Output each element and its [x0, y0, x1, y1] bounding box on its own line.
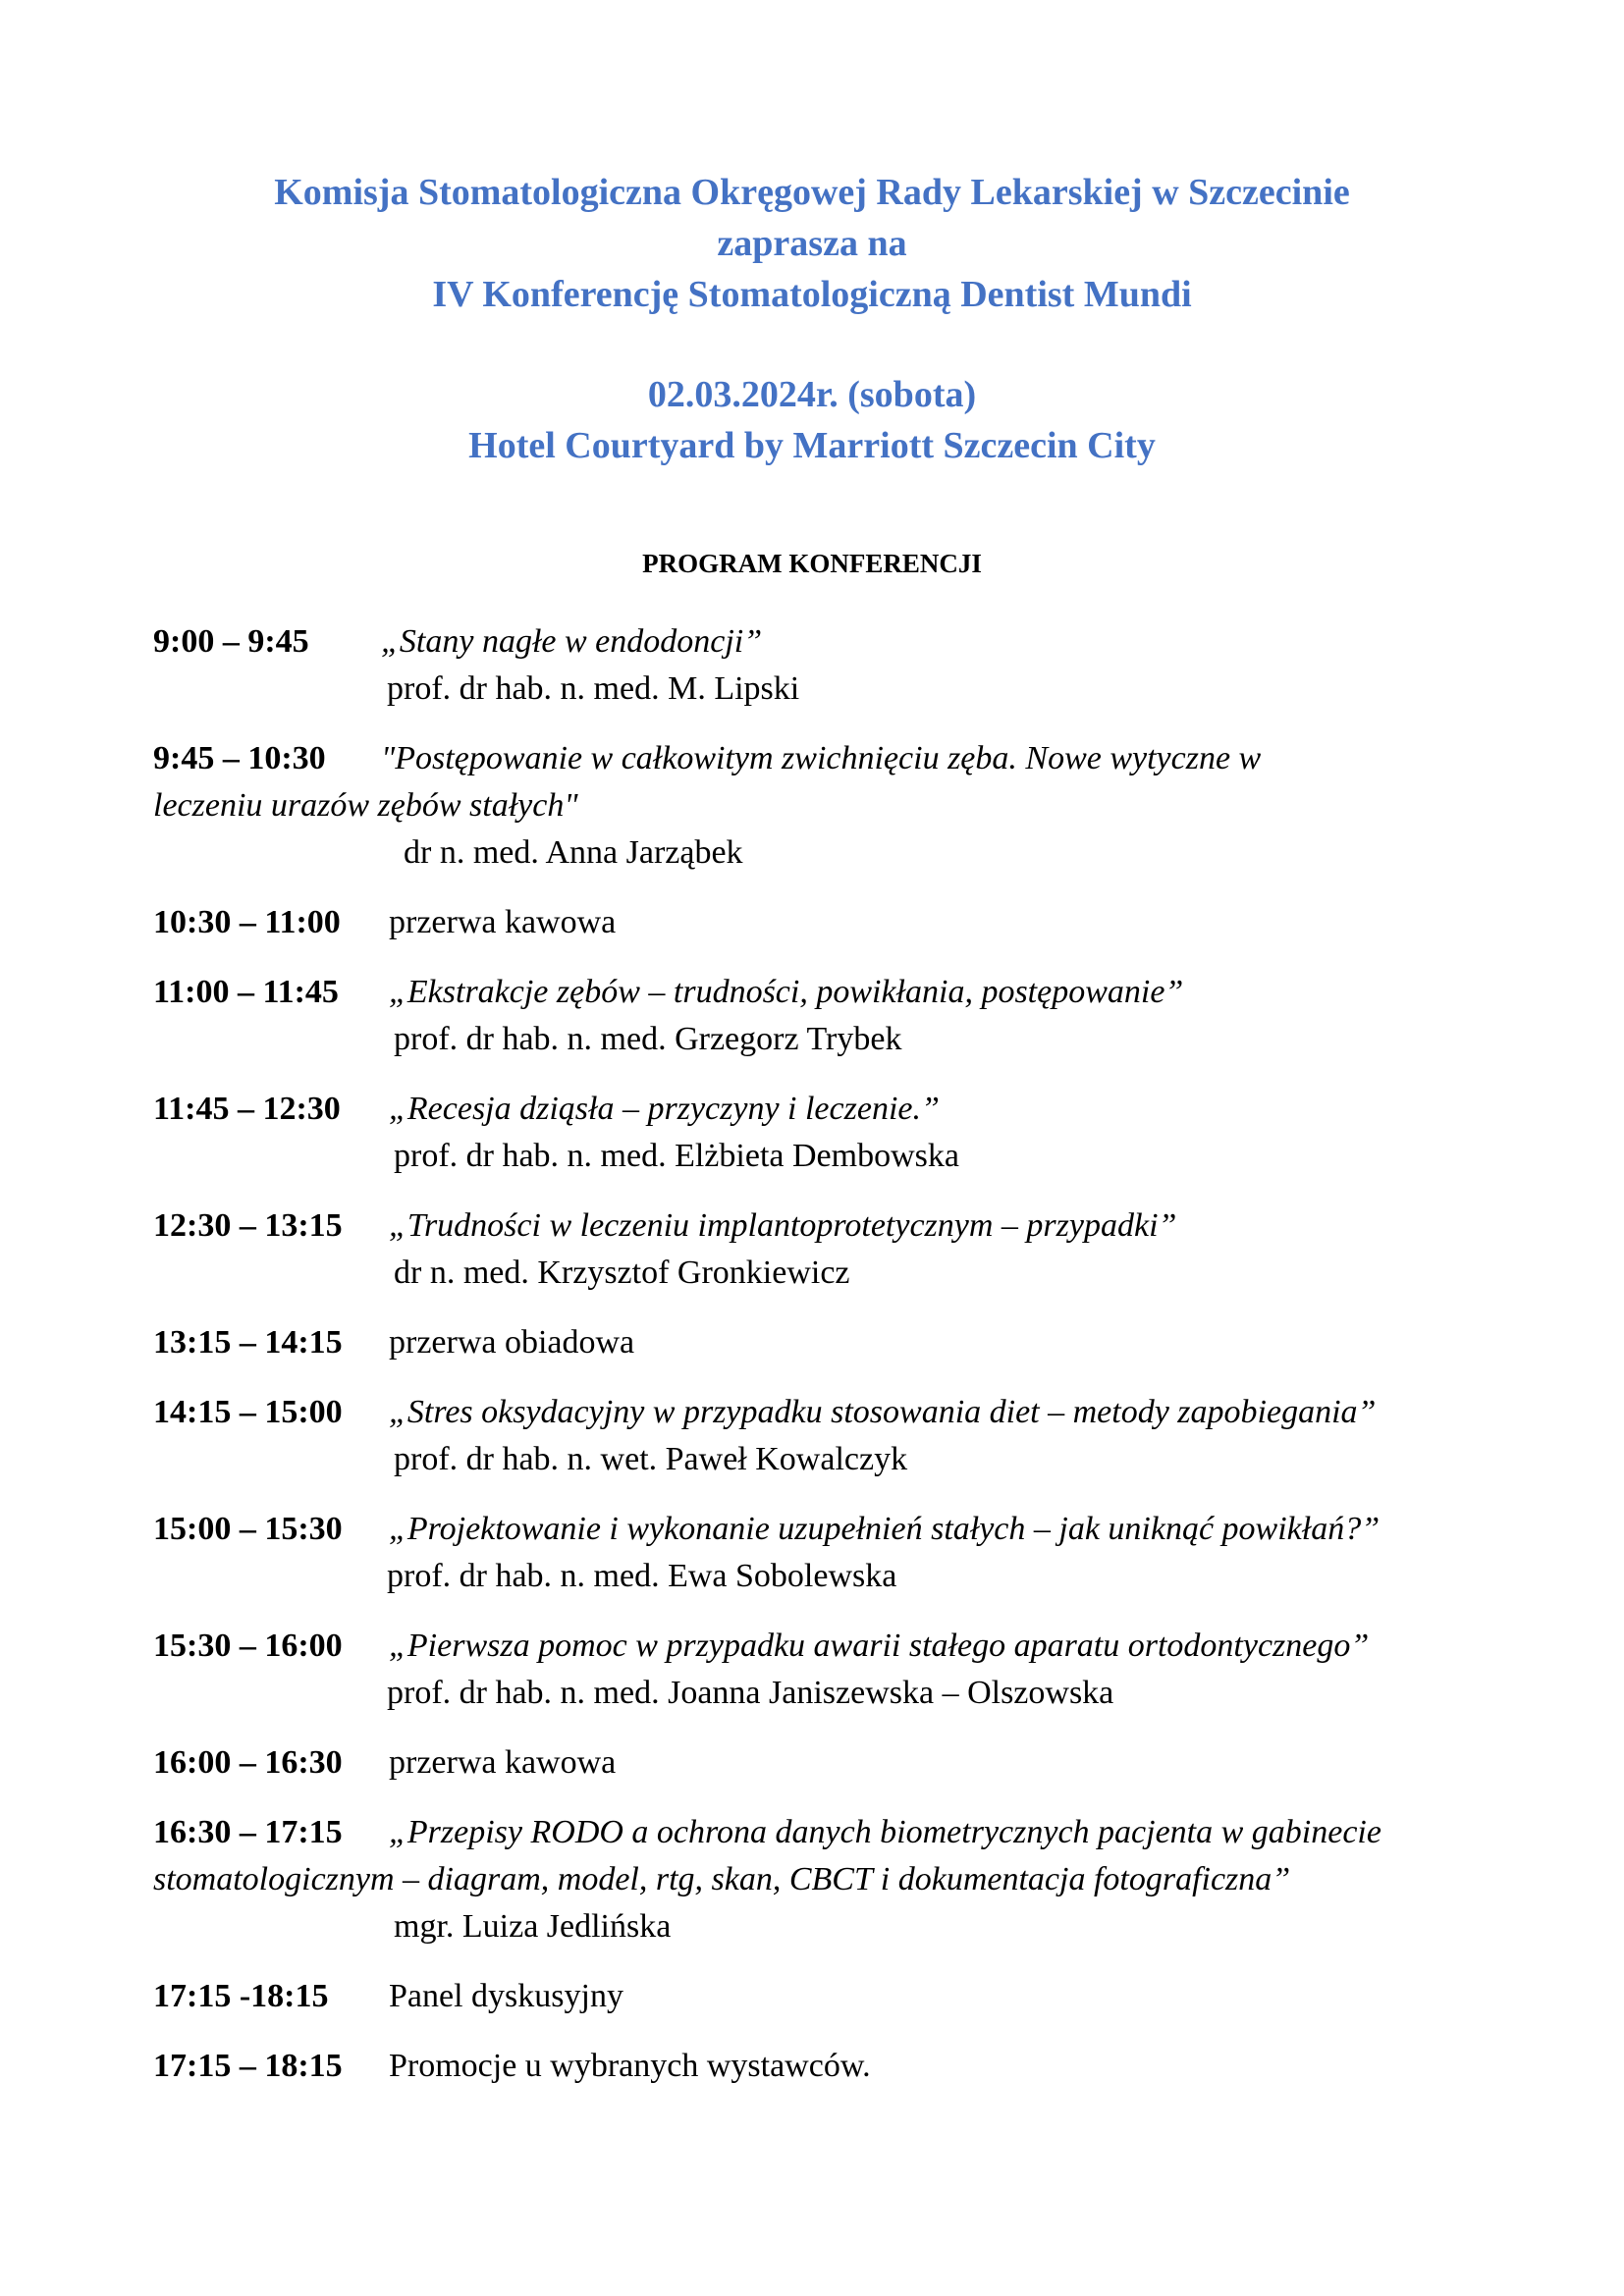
- lecture-title-continued: leczeniu urazów zębów stałych": [153, 787, 578, 824]
- entry-time: 9:00 – 9:45: [153, 623, 309, 660]
- break-label: przerwa obiadowa: [389, 1324, 635, 1361]
- speaker-name: mgr. Luiza Jedlińska: [394, 1908, 672, 1945]
- schedule-entry: [153, 969, 1538, 1063]
- lecture-title: „Pierwsza pomoc w przypadku awarii stałego aparatu ortodontycznego”: [389, 1628, 1370, 1664]
- lecture-title-continued: stomatologicznym – diagram, model, rtg, skan, CBCT i dokumentacja fotograficzna”: [153, 1861, 1291, 1897]
- lecture-title: „Przepisy RODO a ochrona danych biometrycznych pacjenta w gabinecie: [389, 1814, 1381, 1850]
- panel-label: Panel dyskusyjny: [389, 1978, 623, 2014]
- entry-time: 15:00 – 15:30: [153, 1511, 343, 1547]
- break-label: przerwa kawowa: [389, 904, 617, 940]
- schedule-entry: [153, 1973, 1538, 2020]
- entry-time: 11:00 – 11:45: [153, 974, 339, 1010]
- program-title: PROGRAM KONFERENCJI: [642, 549, 982, 578]
- event-details: [0, 369, 1624, 471]
- speaker-name: prof. dr hab. n. med. Elżbieta Dembowska: [394, 1138, 959, 1174]
- entry-time: 16:00 – 16:30: [153, 1744, 343, 1781]
- speaker-name: dr n. med. Krzysztof Gronkiewicz: [394, 1255, 850, 1291]
- entry-time: 11:45 – 12:30: [153, 1091, 341, 1127]
- lecture-title: „Recesja dziąsła – przyczyny i leczenie.”: [389, 1091, 940, 1127]
- lecture-title: „Ekstrakcje zębów – trudności, powikłania, postępowanie”: [389, 974, 1184, 1010]
- schedule-entry: [153, 618, 1538, 713]
- speaker-name: prof. dr hab. n. med. Ewa Sobolewska: [387, 1558, 897, 1594]
- schedule-entry: [153, 1202, 1538, 1297]
- event-venue: Hotel Courtyard by Marriott Szczecin City: [468, 425, 1156, 466]
- event-date: 02.03.2024r. (sobota): [647, 374, 977, 415]
- invitation-header: [0, 167, 1624, 320]
- schedule-entry: [153, 1623, 1538, 1717]
- schedule-entry: [153, 735, 1538, 877]
- lecture-title: "Postępowanie w całkowitym zwichnięciu zęba. Nowe wytyczne w: [381, 740, 1262, 776]
- lecture-title: „Stres oksydacyjny w przypadku stosowania diet – metody zapobiegania”: [389, 1394, 1377, 1430]
- speaker-name: prof. dr hab. n. med. M. Lipski: [387, 670, 800, 707]
- break-label: przerwa kawowa: [389, 1744, 617, 1781]
- speaker-name: prof. dr hab. n. med. Joanna Janiszewska – Olszowska: [387, 1675, 1114, 1711]
- speaker-name: prof. dr hab. n. wet. Paweł Kowalczyk: [394, 1441, 908, 1477]
- lecture-title: „Stany nagłe w endodoncji”: [381, 623, 763, 660]
- speaker-name: prof. dr hab. n. med. Grzegorz Trybek: [394, 1021, 902, 1057]
- entry-time: 13:15 – 14:15: [153, 1324, 343, 1361]
- lecture-title: „Projektowanie i wykonanie uzupełnień stałych – jak uniknąć powikłań?”: [389, 1511, 1380, 1547]
- entry-time: 17:15 -18:15: [153, 1978, 329, 2014]
- schedule-entry: [153, 2043, 1538, 2090]
- schedule-entry: [153, 1319, 1538, 1366]
- entry-time: 9:45 – 10:30: [153, 740, 326, 776]
- schedule-entry: [153, 1389, 1538, 1483]
- entry-time: 16:30 – 17:15: [153, 1814, 343, 1850]
- schedule-entry: [153, 1809, 1538, 1950]
- schedule-entry: [153, 1739, 1538, 1787]
- conference-name: IV Konferencję Stomatologiczną Dentist Mundi: [432, 274, 1192, 315]
- entry-time: 12:30 – 13:15: [153, 1207, 343, 1244]
- promotions-label: Promocje u wybranych wystawców.: [389, 2048, 871, 2084]
- schedule-entry: [153, 1086, 1538, 1180]
- entry-time: 17:15 – 18:15: [153, 2048, 343, 2084]
- schedule-entry: [153, 1506, 1538, 1600]
- schedule-entry: [153, 899, 1538, 946]
- speaker-name: dr n. med. Anna Jarząbek: [404, 834, 743, 871]
- entry-time: 14:15 – 15:00: [153, 1394, 343, 1430]
- schedule-list: [153, 618, 1538, 2112]
- entry-time: 15:30 – 16:00: [153, 1628, 343, 1664]
- organizer-line: Komisja Stomatologiczna Okręgowej Rady Lekarskiej w Szczecinie: [274, 172, 1350, 213]
- lecture-title: „Trudności w leczeniu implantoprotetycznym – przypadki”: [389, 1207, 1177, 1244]
- invite-line: zaprasza na: [717, 223, 907, 264]
- entry-time: 10:30 – 11:00: [153, 904, 341, 940]
